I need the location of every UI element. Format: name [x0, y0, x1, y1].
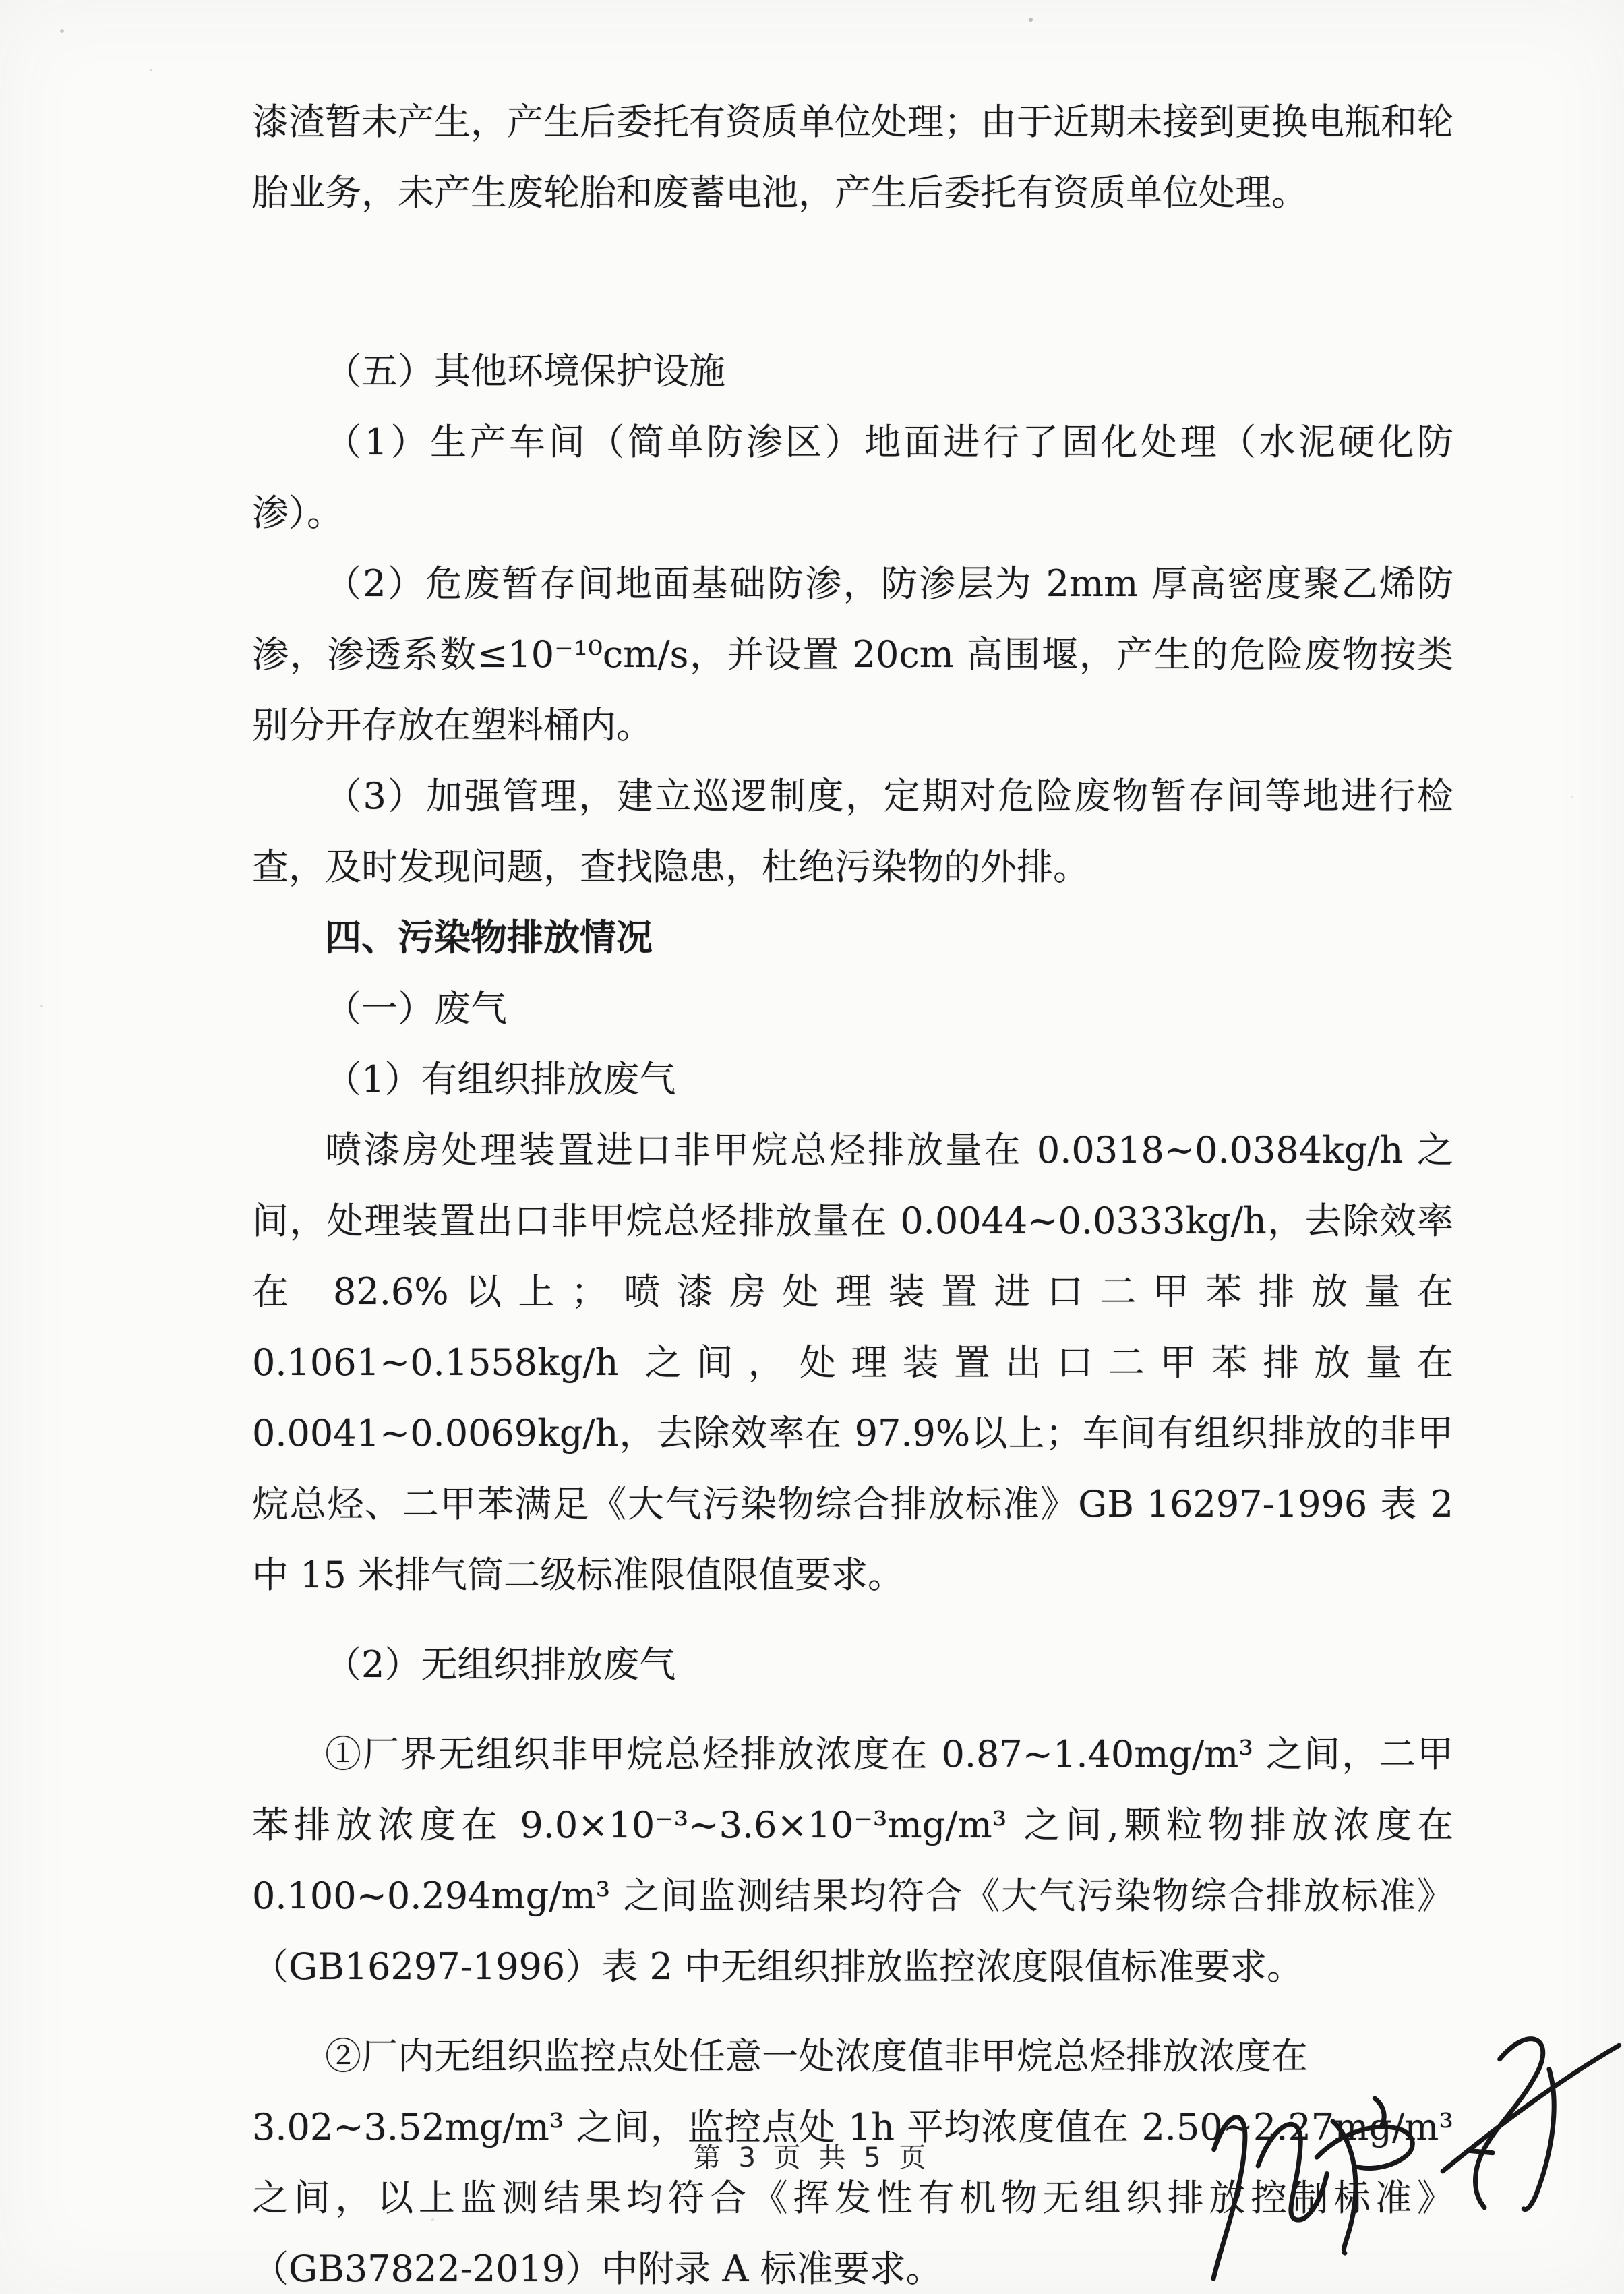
handwritten-signature-right	[1389, 2007, 1624, 2252]
paragraph: 喷漆房处理装置进口非甲烷总烃排放量在 0.0318~0.0384kg/h 之间，处理装置出口非甲烷总烃排放量在 0.0044~0.0333kg/h，去除效率在 82.6%以上；喷漆房处理装置进口二甲苯排放量在 0.1061~0.1558kg/h 之间，处理装置出口二甲苯排放量在 0.0041~0.0069kg/h，去除效率在 97.9%以上；车间有组织排放的非甲烷总烃、二甲苯满足《大气污染物综合排放标准》GB 16297-1996 表 2 中 15 米排气筒二级标准限值限值要求。	[252, 1129, 1453, 1596]
scan-speckles	[0, 0, 3, 3]
paragraph: ②厂内无组织监控点处任意一处浓度值非甲烷总烃排放浓度在	[325, 2035, 1308, 2078]
section-heading: 四、污染物排放情况	[325, 916, 653, 959]
paragraph: （1）有组织排放废气	[325, 1058, 676, 1100]
paragraph: （一）废气	[325, 987, 507, 1030]
paragraph: ①厂界无组织非甲烷总烃排放浓度在 0.87~1.40mg/m³ 之间，二甲苯排放浓度在 9.0×10⁻³~3.6×10⁻³mg/m³ 之间,颗粒物排放浓度在 0.100~0.294mg/m³ 之间监测结果均符合《大气污染物综合排放标准》（GB16297-1996）表 2 中无组织排放监控浓度限值标准要求。	[252, 1733, 1453, 1988]
paragraph: （2）危废暂存间地面基础防渗，防渗层为 2mm 厚高密度聚乙烯防渗，渗透系数≤10⁻¹⁰cm/s，并设置 20cm 高围堰，产生的危险废物按类别分开存放在塑料桶内。	[252, 562, 1453, 746]
paragraph: （2）无组织排放废气	[325, 1643, 676, 1686]
page-number: 第 3 页 共 5 页	[693, 2142, 931, 2173]
paragraph: 3.02~3.52mg/m³ 之间，监控点处 1h 平均浓度值在 2.50~2.27mg/m³ 之间，以上监测结果均符合《挥发性有机物无组织排放控制标准》（GB37822-2019）中附录 A 标准要求。	[252, 2106, 1453, 2290]
document-body	[252, 86, 1453, 2294]
paragraph: （五）其他环境保护设施	[325, 350, 725, 392]
paragraph: 漆渣暂未产生，产生后委托有资质单位处理；由于近期未接到更换电瓶和轮胎业务，未产生废轮胎和废蓄电池，产生后委托有资质单位处理。	[252, 100, 1453, 214]
paragraph: （1）生产车间（简单防渗区）地面进行了固化处理（水泥硬化防渗）。	[252, 421, 1453, 534]
paragraph: （3）加强管理，建立巡逻制度，定期对危险废物暂存间等地进行检查，及时发现问题，查找隐患，杜绝污染物的外排。	[252, 775, 1453, 888]
